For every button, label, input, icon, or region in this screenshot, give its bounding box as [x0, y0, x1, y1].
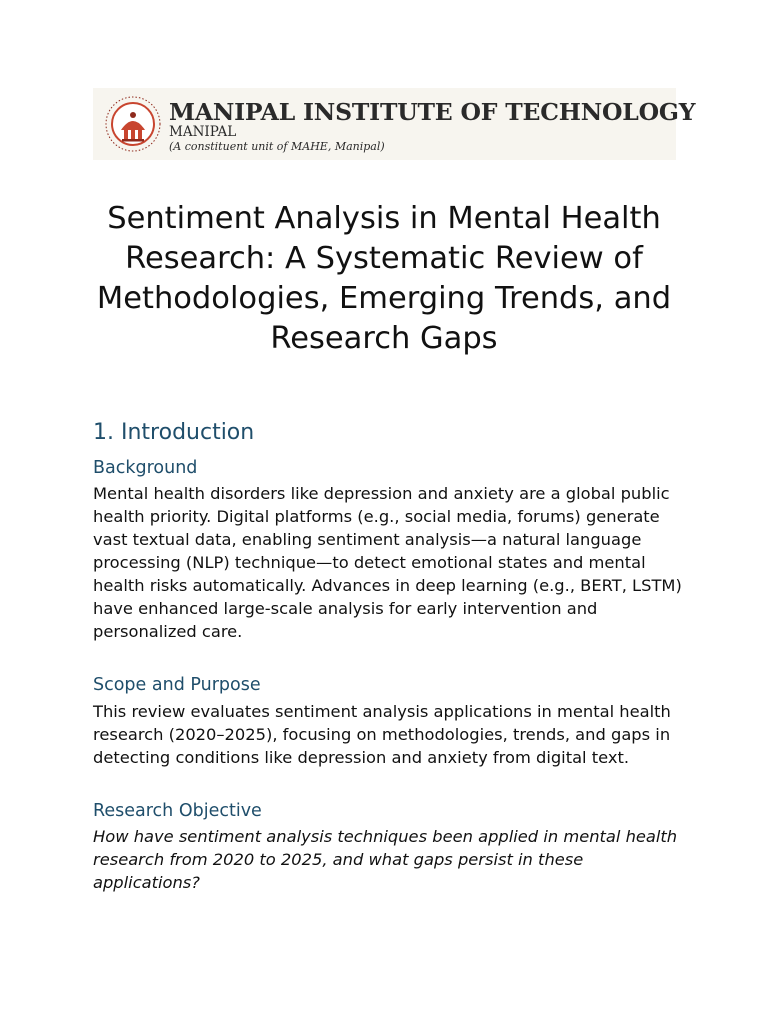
subheading-research-objective: Research Objective — [93, 801, 262, 821]
paragraph-research-objective: How have sentiment analysis techniques been applied in mental health research from 2020 to 2025, and what gaps persist in these applications? — [93, 827, 678, 892]
institution-emblem-icon — [103, 94, 163, 154]
institution-note: (A constituent unit of MAHE, Manipal) — [169, 140, 385, 153]
paragraph-scope-and-purpose: This review evaluates sentiment analysis applications in mental health research (2020–2025), focusing on methodologies, trends, and gaps in detecting conditions like depression and anxiety from digital text. — [93, 702, 671, 767]
subheading-scope-and-purpose: Scope and Purpose — [93, 675, 261, 695]
institution-logo-banner — [93, 88, 696, 160]
institution-city: MANIPAL — [169, 124, 237, 140]
document-title: Sentiment Analysis in Mental Health Research: A Systematic Review of Methodologies, Emerging Trends, and Research Gaps — [96, 201, 672, 356]
institution-name: MANIPAL INSTITUTE OF TECHNOLOGY — [169, 98, 696, 126]
subheading-background: Background — [93, 458, 198, 478]
paragraph-background: Mental health disorders like depression and anxiety are a global public health priority. Digital platforms (e.g., social media, forums) generate vast textual data, enabling sentiment analysis—a natural language processing (NLP) technique—to detect emotional states and mental health risks automatically. Advances in deep learning (e.g., BERT, LSTM) have enhanced large-scale analysis for early intervention and personalized care. — [93, 484, 682, 641]
section-heading-introduction: 1. Introduction — [93, 420, 255, 445]
